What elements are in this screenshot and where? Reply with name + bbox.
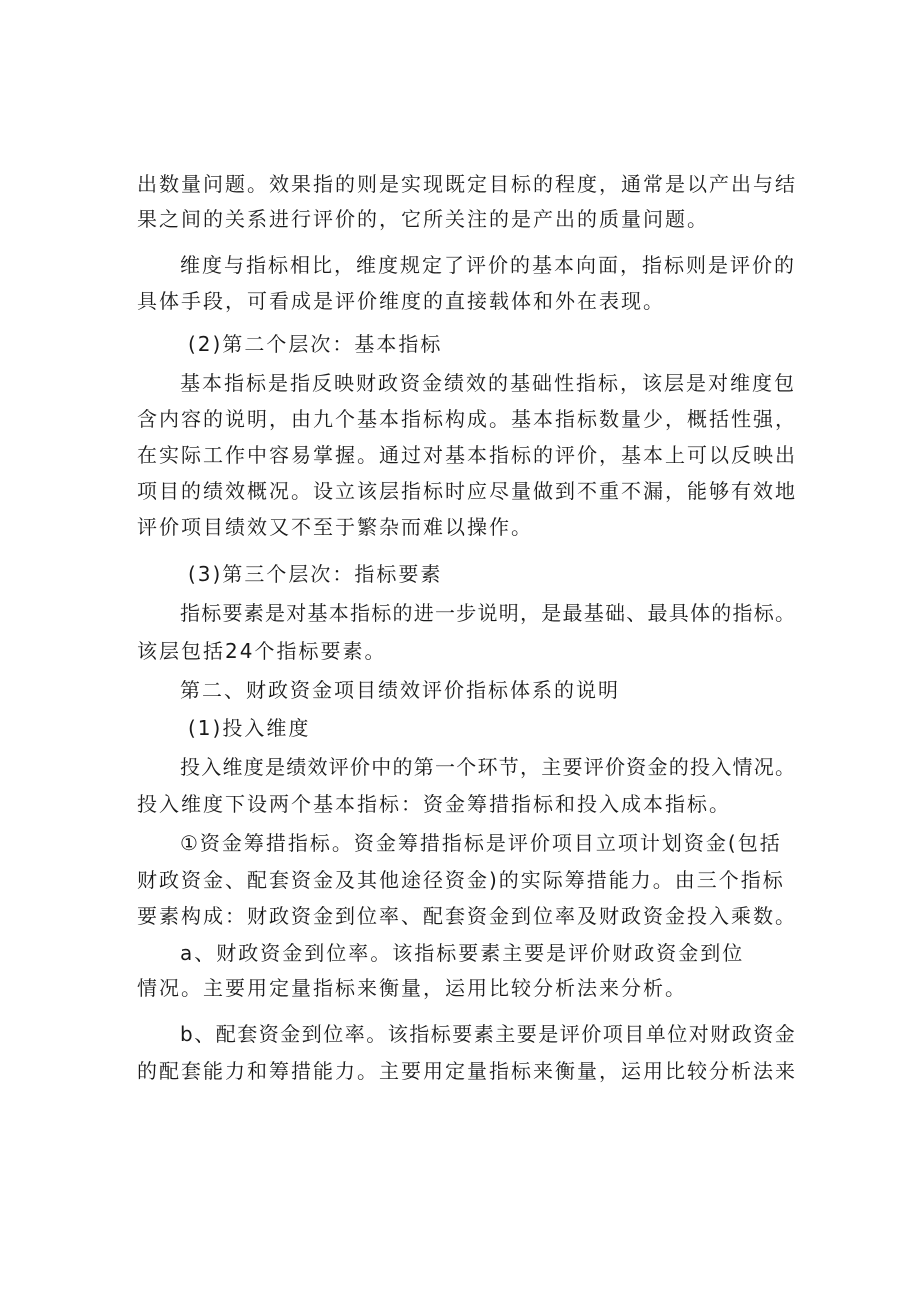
text-line: a、财政资金到位率。该指标要素主要是评价财政资金到位 bbox=[180, 941, 745, 965]
text-line: 评价项目绩效又不至于繁杂而难以操作。 bbox=[137, 515, 533, 539]
text-line: 在实际工作中容易掌握。通过对基本指标的评价，基本上可以反映出 bbox=[137, 443, 797, 467]
text-line: 项目的绩效概况。设立该层指标时应尽量做到不重不漏，能够有效地 bbox=[137, 479, 797, 503]
text-line: 该层包括24个指标要素。 bbox=[137, 639, 387, 663]
text-line: b、配套资金到位率。该指标要素主要是评价项目单位对财政资金 bbox=[180, 1022, 797, 1046]
section-heading: 第二、财政资金项目绩效评价指标体系的说明 bbox=[180, 678, 620, 702]
section-heading: (1)投入维度 bbox=[188, 716, 311, 740]
text-line: 维度与指标相比，维度规定了评价的基本向面，指标则是评价的 bbox=[180, 253, 796, 277]
text-line: 指标要素是对基本指标的进一步说明，是最基础、最具体的指标。 bbox=[180, 601, 797, 625]
text-line: 财政资金、配套资金及其他途径资金)的实际筹措能力。由三个指标 bbox=[137, 868, 785, 892]
text-line: 基本指标是指反映财政资金绩效的基础性指标，该层是对维度包 bbox=[180, 371, 796, 395]
text-line: 投入维度是绩效评价中的第一个环节，主要评价资金的投入情况。 bbox=[180, 755, 797, 779]
section-heading: (2)第二个层次：基本指标 bbox=[188, 332, 443, 356]
text-line: 的配套能力和筹措能力。主要用定量指标来衡量，运用比较分析法来 bbox=[137, 1059, 797, 1083]
text-line: 具体手段，可看成是评价维度的直接载体和外在表现。 bbox=[137, 289, 665, 313]
text-line: 要素构成：财政资金到位率、配套资金到位率及财政资金投入乘数。 bbox=[137, 904, 797, 928]
text-line: 投入维度下设两个基本指标：资金筹措指标和投入成本指标。 bbox=[137, 792, 731, 816]
text-line: 含内容的说明，由九个基本指标构成。基本指标数量少，概括性强， bbox=[137, 407, 797, 431]
section-heading: (3)第三个层次：指标要素 bbox=[188, 562, 443, 586]
text-line: 果之间的关系进行评价的，它所关注的是产出的质量问题。 bbox=[137, 207, 709, 231]
text-line: ①资金筹措指标。资金筹措指标是评价项目立项计划资金(包括 bbox=[180, 831, 782, 855]
text-line: 出数量问题。效果指的则是实现既定目标的程度，通常是以产出与结 bbox=[137, 172, 797, 196]
text-line: 情况。主要用定量指标来衡量，运用比较分析法来分析。 bbox=[137, 976, 687, 1000]
